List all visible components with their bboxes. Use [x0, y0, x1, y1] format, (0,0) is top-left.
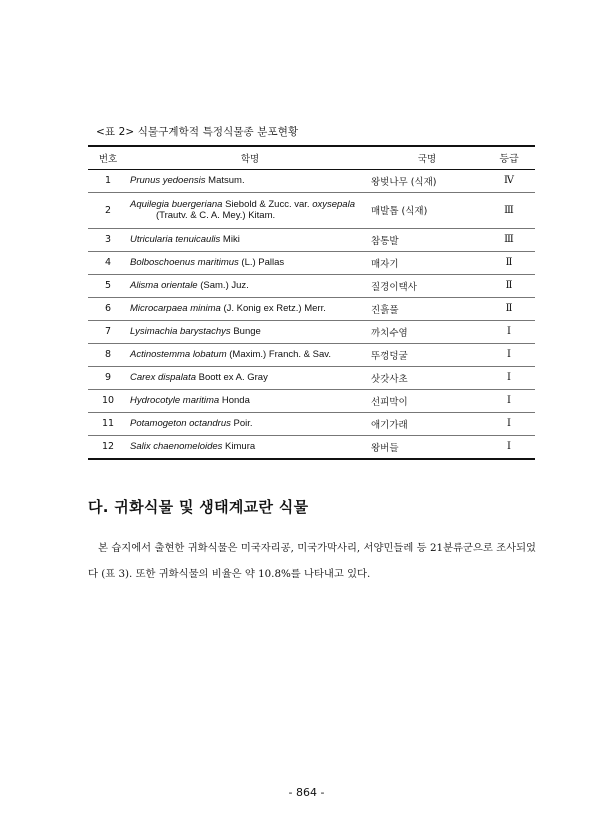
korean-name: 매발톱 (식재)	[371, 192, 483, 228]
scientific-name-author: (L.) Pallas	[238, 257, 285, 268]
row-number: 7	[88, 320, 128, 343]
scientific-name-author: Miki	[220, 234, 240, 245]
row-number: 5	[88, 274, 128, 297]
body-paragraph: 본 습지에서 출현한 귀화식물은 미국자리공, 미국가막사리, 서양민들레 등 21분류군으로 조사되었다 (표 3). 또한 귀화식물의 비율은 약 10.8%를 나타내고 있다.	[88, 542, 536, 580]
table-row	[88, 274, 535, 297]
table-row	[88, 297, 535, 320]
scientific-name-author: (J. Konig ex Retz.) Merr.	[220, 303, 326, 314]
scientific-name	[128, 251, 371, 274]
scientific-name-italic: Aquilegia buergeriana	[130, 199, 223, 210]
scientific-name-italic: Salix chaenomeloides	[130, 441, 223, 452]
scientific-name	[128, 389, 371, 412]
table-row	[88, 435, 535, 459]
grade: Ⅱ	[483, 297, 535, 320]
scientific-name	[128, 297, 371, 320]
scientific-name-author: Boott ex A. Gray	[196, 372, 268, 383]
row-number: 11	[88, 412, 128, 435]
table-row	[88, 366, 535, 389]
scientific-name-italic: Actinostemma lobatum	[130, 349, 227, 360]
scientific-name-italic: Bolboschoenus maritimus	[130, 257, 239, 268]
header-scientific-name: 학명	[128, 146, 371, 169]
grade: Ⅳ	[483, 169, 535, 192]
scientific-name	[128, 192, 371, 228]
scientific-name	[128, 274, 371, 297]
grade: Ⅰ	[483, 343, 535, 366]
scientific-name-author: (Sam.) Juz.	[197, 280, 249, 291]
scientific-name	[128, 343, 371, 366]
scientific-name-italic: Prunus yedoensis	[130, 175, 206, 186]
grade: Ⅲ	[483, 192, 535, 228]
row-number: 6	[88, 297, 128, 320]
table-caption: <표 2> 식물구계학적 특정식물종 분포현황	[96, 126, 299, 138]
table-row	[88, 343, 535, 366]
korean-name: 참통발	[371, 228, 483, 251]
korean-name: 매자기	[371, 251, 483, 274]
grade: Ⅰ	[483, 366, 535, 389]
row-number: 1	[88, 169, 128, 192]
row-number: 4	[88, 251, 128, 274]
korean-name: 까치수염	[371, 320, 483, 343]
row-number: 3	[88, 228, 128, 251]
korean-name: 왕벚나무 (식재)	[371, 169, 483, 192]
grade: Ⅰ	[483, 435, 535, 459]
table-row	[88, 169, 535, 192]
row-number: 8	[88, 343, 128, 366]
korean-name: 질경이택사	[371, 274, 483, 297]
grade: Ⅱ	[483, 251, 535, 274]
table-row	[88, 320, 535, 343]
grade: Ⅰ	[483, 389, 535, 412]
grade: Ⅱ	[483, 274, 535, 297]
scientific-name-author: Kimura	[222, 441, 256, 452]
korean-name: 애기가래	[371, 412, 483, 435]
scientific-name	[128, 228, 371, 251]
table-row	[88, 192, 535, 228]
table-row	[88, 412, 535, 435]
section-heading: 다. 귀화식물 및 생태계교란 식물	[88, 498, 309, 516]
header-number: 번호	[88, 146, 128, 169]
scientific-name-author: Matsum.	[205, 175, 245, 186]
korean-name: 왕버들	[371, 435, 483, 459]
scientific-name-variety: oxysepala	[312, 199, 355, 210]
scientific-name	[128, 412, 371, 435]
header-korean-name: 국명	[371, 146, 483, 169]
grade: Ⅰ	[483, 412, 535, 435]
scientific-name-author: Honda	[219, 395, 250, 406]
scientific-name-author: Poir.	[230, 418, 253, 429]
scientific-name	[128, 169, 371, 192]
scientific-name-italic: Utricularia tenuicaulis	[130, 234, 221, 245]
grade: Ⅰ	[483, 320, 535, 343]
korean-name: 뚜껑덩굴	[371, 343, 483, 366]
scientific-name	[128, 320, 371, 343]
page-number: - 864 -	[288, 786, 325, 799]
scientific-name-italic: Hydrocotyle maritima	[130, 395, 220, 406]
scientific-name-author: Siebold & Zucc. var.	[222, 199, 313, 210]
scientific-name-italic: Alisma orientale	[130, 280, 198, 291]
row-number: 2	[88, 192, 128, 228]
korean-name: 삿갓사초	[371, 366, 483, 389]
scientific-name-author: (Maxim.) Franch. & Sav.	[226, 349, 331, 360]
korean-name: 진흙풀	[371, 297, 483, 320]
row-number: 9	[88, 366, 128, 389]
grade: Ⅲ	[483, 228, 535, 251]
scientific-name-italic: Carex dispalata	[130, 372, 197, 383]
scientific-name	[128, 435, 371, 459]
scientific-name-italic: Lysimachia barystachys	[130, 326, 231, 337]
header-grade: 등급	[483, 146, 535, 169]
species-table	[88, 145, 535, 460]
table-header-row	[88, 146, 535, 169]
table-row	[88, 251, 535, 274]
korean-name: 선피막이	[371, 389, 483, 412]
table-row	[88, 389, 535, 412]
scientific-name-italic: Microcarpaea minima	[130, 303, 221, 314]
table-row	[88, 228, 535, 251]
scientific-name-author: Bunge	[230, 326, 261, 337]
scientific-name-italic: Potamogeton octandrus	[130, 418, 231, 429]
row-number: 10	[88, 389, 128, 412]
row-number: 12	[88, 435, 128, 459]
scientific-name-author-line2: (Trautv. & C. A. Mey.) Kitam.	[156, 210, 276, 221]
scientific-name	[128, 366, 371, 389]
